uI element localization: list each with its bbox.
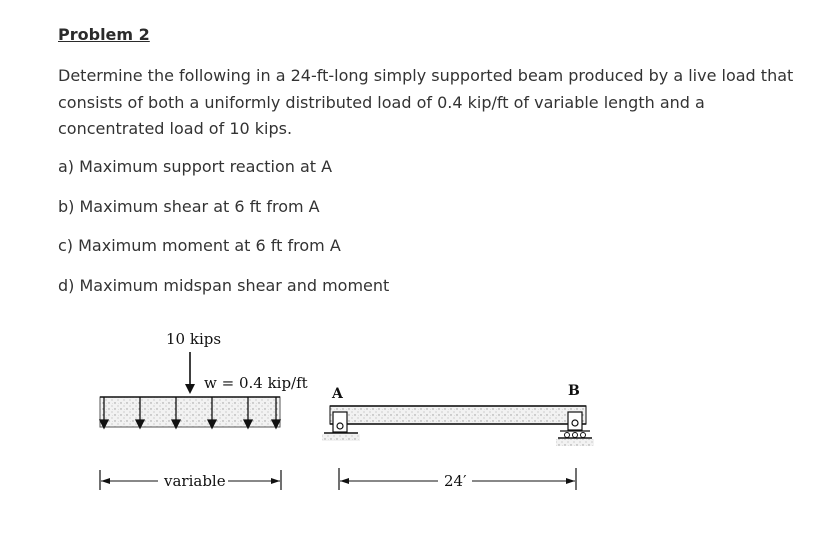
beam [330, 406, 586, 424]
problem-heading: Problem 2 [58, 25, 150, 44]
distributed-load-block [100, 397, 280, 427]
span-dimension [339, 468, 576, 490]
point-load-label: 10 kips [166, 330, 222, 348]
variable-length-label: variable [164, 472, 226, 490]
point-load-arrow [185, 352, 195, 394]
span-label: 24′ [444, 472, 467, 490]
question-a: a) Maximum support reaction at A [58, 157, 333, 176]
question-c: c) Maximum moment at 6 ft from A [58, 236, 341, 255]
distributed-load-label: w = 0.4 kip/ft [204, 374, 308, 392]
support-b-label: B [568, 383, 580, 399]
question-d: d) Maximum midspan shear and moment [58, 276, 390, 295]
load-diagram [100, 330, 308, 490]
question-b: b) Maximum shear at 6 ft from A [58, 197, 320, 216]
problem-statement: Determine the following in a 24-ft-long simply supported beam produced by a live load that consists of both a uniformly distributed load of 0.4 kip/ft of variable length and a concentrated load of 10 kips. [58, 66, 794, 138]
beam-diagram [322, 383, 594, 490]
variable-dimension [100, 470, 281, 490]
support-a-label: A [332, 386, 343, 402]
